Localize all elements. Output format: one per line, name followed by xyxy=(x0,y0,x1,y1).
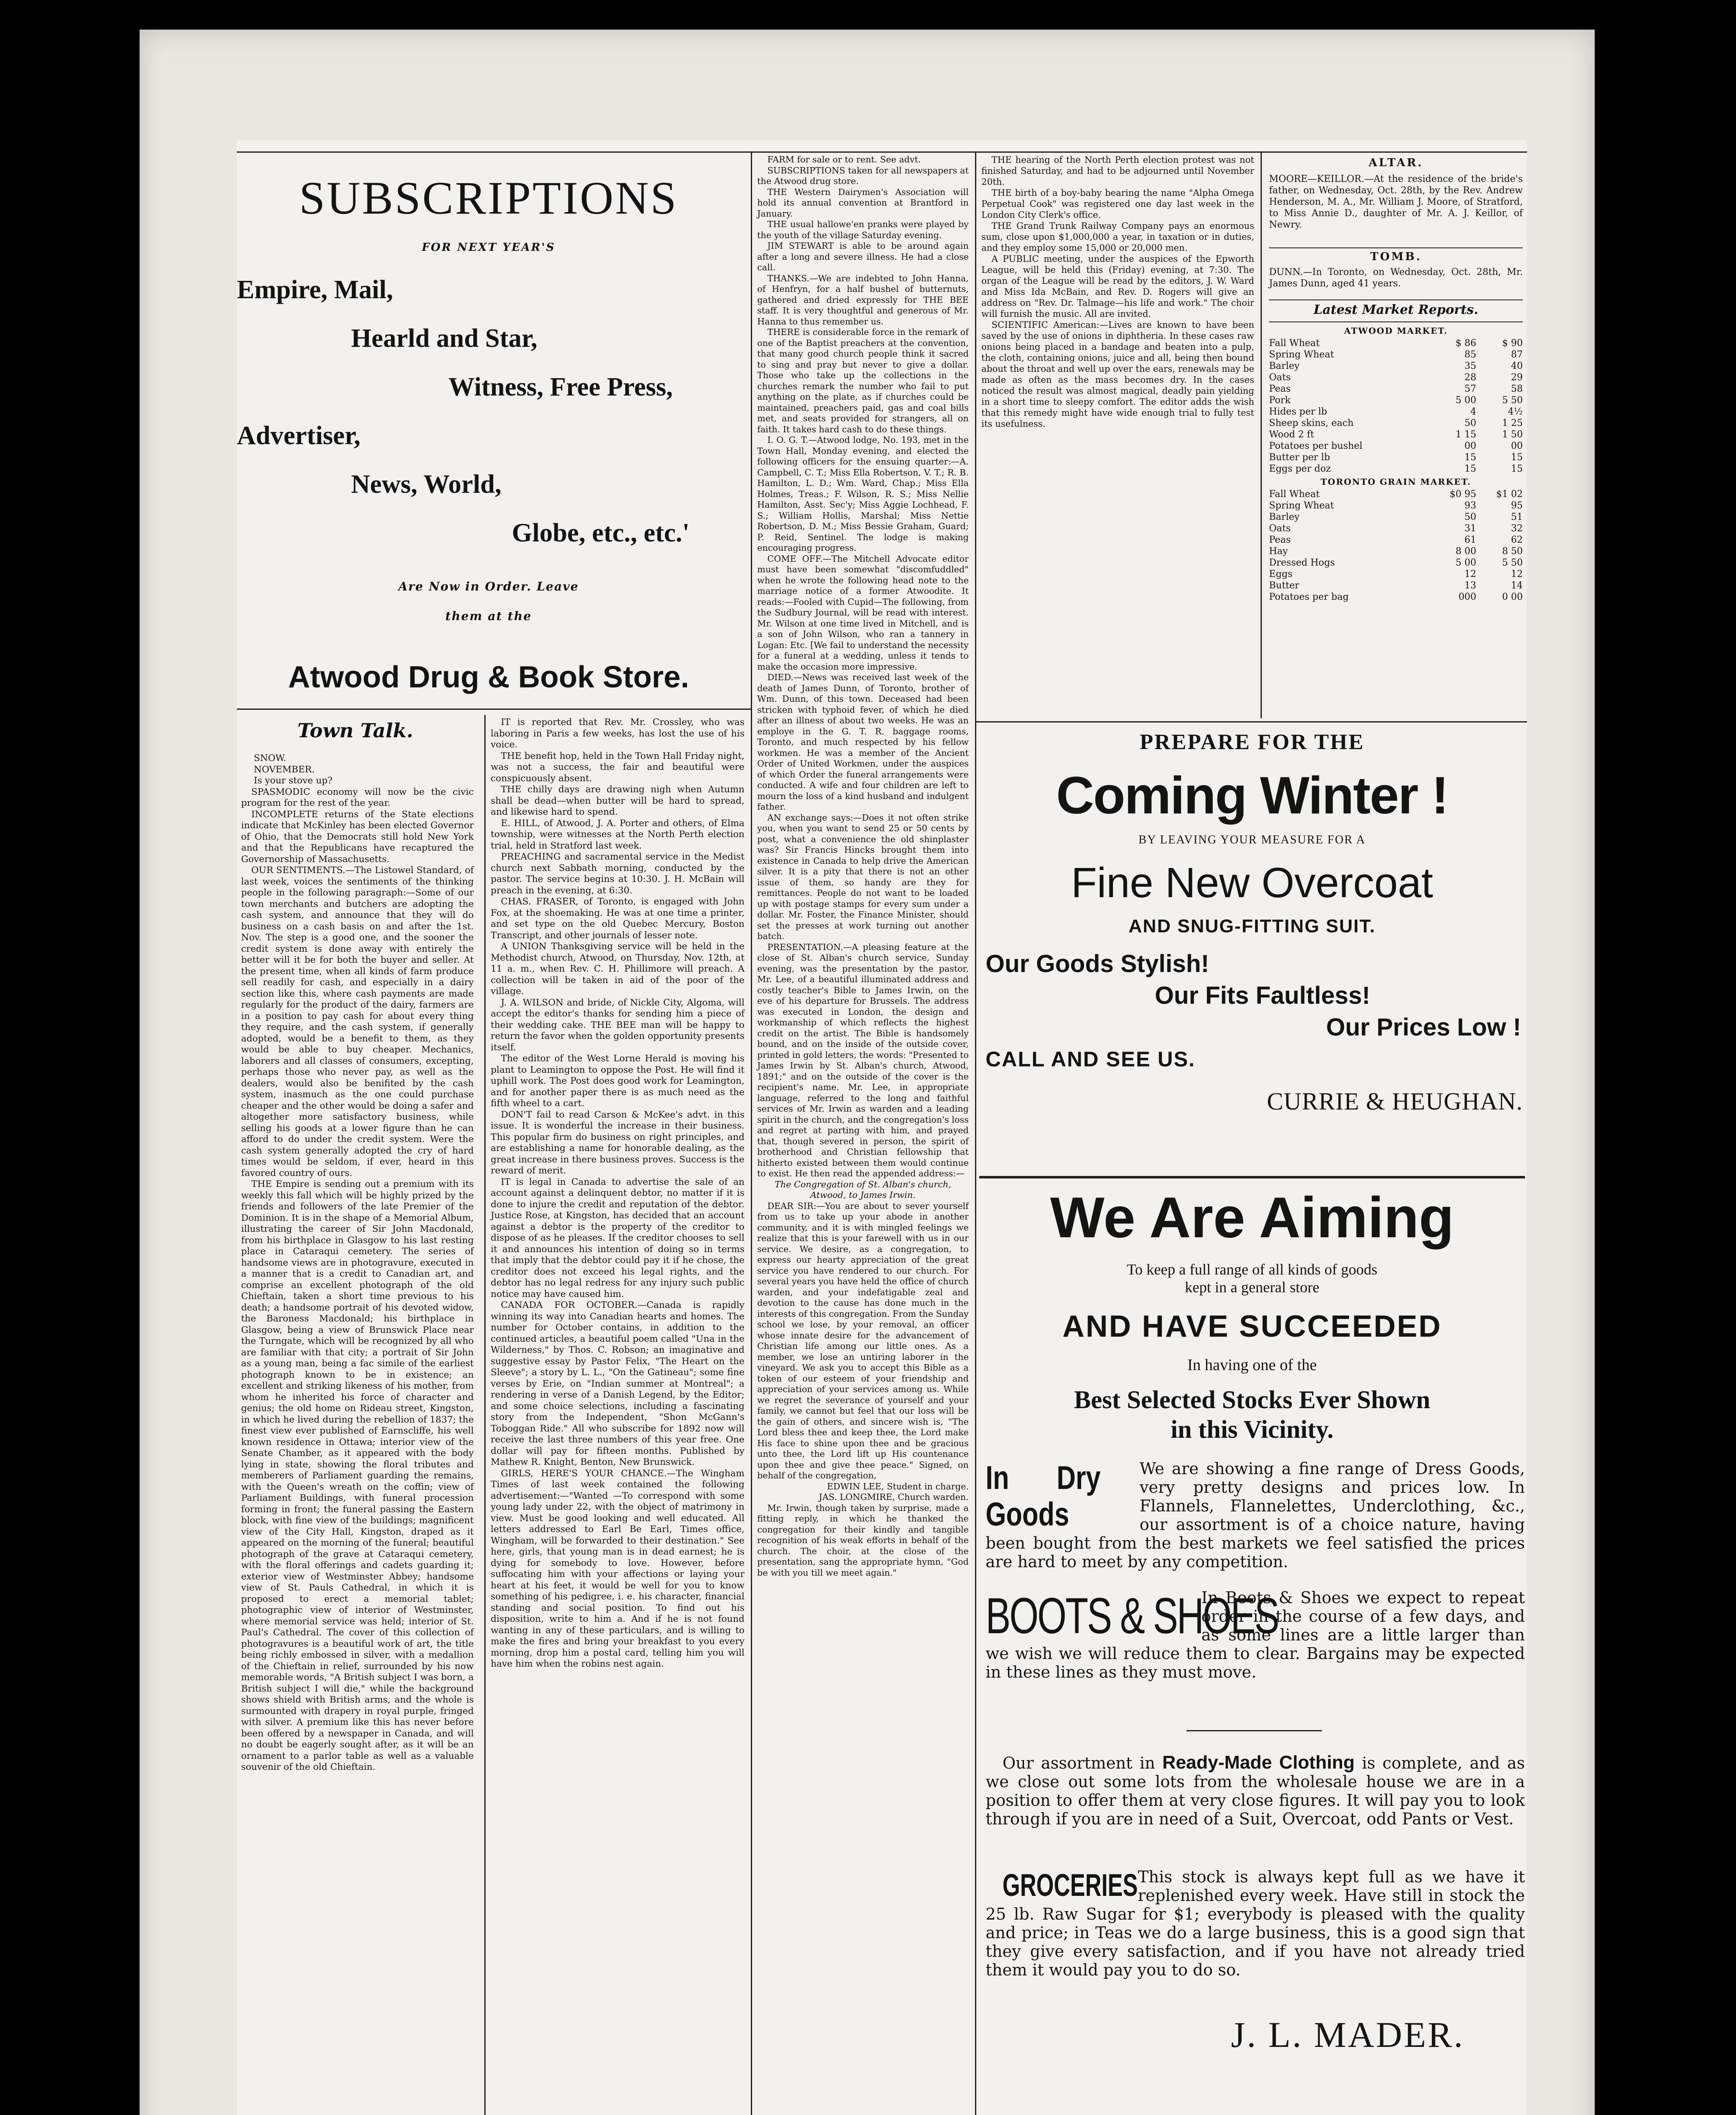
tomb-top-rule xyxy=(1269,247,1523,248)
news-item: THE Western Dairymen's Association will hold its annual convention at Brantford in January. xyxy=(757,187,969,219)
opening-line-3: Is your stove up? xyxy=(254,775,332,786)
news-item: PRESENTATION.—A pleasing feature at the close of St. Alban's church service, Sunday evening, was the presentation by the pastor, Mr. Lee, of a beautiful illuminated address and costly teacher's Bible to James Irwin, on the eve of his departure for Brussels. The address was executed in London, the design and workmanship of which reflects the highest credit on the artist. The Bible is handsomely bound, and on the inside of the outside cover, printed in gold letters, the words: "Presented to James Irwin by St. Alban's church, Atwood, 1891;" and on the outside of the cover is the recipient's name. Mr. Lee, in appropriate language, referred to the long and faithful services of Mr. Irwin as warden and a leading spirit in the church, and the congregation's loss and regret at parting with him, and prayed that, though severed in person, the spirit of brotherhood and Christian fellowship that hitherto existed between them would continue to exist. He then read the appended address:— xyxy=(757,942,969,1178)
news-item: GIRLS, HERE'S YOUR CHANCE.—The Wingham Times of last week contained the following advertisement:—"Wanted —To correspond with some young lady under 22, with the object of matrimony in view. Must be good looking and well educated. All letters addressed to Earl Be Earl, Times office, Wingham, will be forwarded to their destination." See here, girls, that young man is in dead earnest; he is dying for somebody to love. However, before suffocating him with your affections or laying your heart at his feet, it would be well for you to know something of his pedigree, i. e. his character, financial standing and social position. To find out his disposition, write to him a. And if he is not found wanting in any of these particulars, and is willing to make the fires and bring your breakfast to you every morning, drop him a postal card, telling him you will have him when the robins nest again. xyxy=(491,1468,744,1669)
dry-goods-text: We are showing a fine range of Dress Goods, very pretty designs and prices low. In Flannels, Flannelettes, Underclothing, &c., our assortment is of a choice nature, having been bought from the best markets we feel satisfied the prices are hard to meet by any competition. xyxy=(986,1459,1525,1571)
town-talk-heading: Town Talk. xyxy=(297,719,413,742)
currie-stylish: Our Goods Stylish! xyxy=(986,950,1209,978)
market-heading: Latest Market Reports. xyxy=(1313,302,1478,317)
rule-col4-col5 xyxy=(1261,151,1262,718)
news-item: CANADA FOR OCTOBER.—Canada is rapidly winning its way into Canadian hearts and homes. The number for October contains, in addition to the continued articles, a beautiful poem called "Una in the Wilderness," by Thos. C. Robson; an imaginative and suggestive essay by Pastor Felix, "The Heart on the Sleeve"; a story by L. L., "On the Gatineau"; some fine verses by Erie, on "Indian summer at Montreal"; a rendering in verse of a Danish Legend, by the Editor; and some choice selections, including a fascinating story from the Independent, "Shon McGann's Toboggan Ride." All who subscribe for 1892 now will receive the last three numbers of this year free. One dollar will pay for fifteen months. Published by Mathew R. Knight, Benton, New Brunswick. xyxy=(491,1300,744,1467)
news-item: AN exchange says:—Does it not often strike you, when you want to send 25 or 50 cents by post, what a convenience the old shinplaster was? Sir Francis Hincks brought them into existence in Canada to help drive the American silver. It is a pity that there is not an other issue of them, so handy are they for remittances. People do not want to be loaded up with postage stamps for every sum under a dollar. Mr. Foster, the Finance Minister, should set the presses at work turning out another batch. xyxy=(757,812,969,941)
news-item: The editor of the West Lorne Herald is moving his plant to Leamington to oppose the Post. He will find it uphill work. The Post does good work for Leamington, and for another paper there is as much need as the fifth wheel to a cart. xyxy=(491,1053,744,1109)
currie-fits: Our Fits Faultless! xyxy=(1155,982,1371,1009)
ready-made-pre: Our assortment in xyxy=(1003,1754,1155,1772)
news-item: JIM STEWART is able to be around again after a long and severe illness. He had a close call. xyxy=(757,241,969,272)
mader-having: In having one of the xyxy=(1187,1356,1317,1374)
news-item: INCOMPLETE returns of the State elections indicate that McKinley has been elected Governor of Ohio, that the Democrats still hold New York and that the Republicans have recaptured the Governorship of Massachusetts. xyxy=(241,809,474,865)
boots-divider xyxy=(1187,1730,1322,1731)
currie-prepare: PREPARE FOR THE xyxy=(1140,730,1365,754)
market-top-rule xyxy=(1269,299,1523,300)
paper-line-5: News, World, xyxy=(351,470,502,499)
ready-made-section xyxy=(986,1753,1525,1828)
atwood-market-heading: ATWOOD MARKET. xyxy=(1344,326,1448,336)
paper-line-2: Hearld and Star, xyxy=(351,324,538,353)
town-talk-col4 xyxy=(981,154,1254,429)
news-item: COME OFF.—The Mitchell Advocate editor must have been somewhat "discomfuddled" when he wrote the following head note to the marriage notice of a former Atwoodite. It reads:—Fooled with Cupid—The following, from the Sudbury Journal, will be read with interest. Mr. Wilson at one time lived in Mitchell, and is a son of John Wilson, who ran a tannery in Logan: Etc. [We fail to understand the necessity for a funeral at a wedding, unless it tends to make the occasion more impressive. xyxy=(757,553,969,672)
news-item: THE birth of a boy-baby bearing the name "Alpha Omega Perpetual Cook" was registered one day last week in the London City Clerk's office. xyxy=(981,188,1254,220)
news-item: PREACHING and sacramental service in the Medist church next Sabbath morning, conducted by the pastor. The service begins at 10:30. J. H. McBain will preach in the evening, at 6:30. xyxy=(491,851,744,896)
currie-call: CALL AND SEE US. xyxy=(986,1047,1195,1071)
dry-goods-heading: In Dry Goods xyxy=(986,1459,1101,1533)
mader-succeeded: AND HAVE SUCCEEDED xyxy=(1062,1310,1442,1343)
altar-entry: MOORE—KEILLOR.—At the residence of the bride's father, on Wednesday, Oct. 28th, by the Rev. Andrew Henderson, M. A., Mr. William J. Moore, of Stratford, to Miss Annie D., daughter of Mr. A. J. Keillor, of Newry. xyxy=(1269,174,1523,230)
town-talk-col1 xyxy=(241,753,474,1773)
toronto-market-heading: TORONTO GRAIN MARKET. xyxy=(1321,477,1471,487)
news-item: THE Empire is sending out a premium with its weekly this fall which will be highly prized by the friends and followers of the late Premier of the Dominion. It is in the shape of a Memorial Album, illustrating the career of Sir John Macdonald, from his birthplace in Glasgow to his last resting place in Cataraqui cemetery. The series of handsome views are in photogravure, executed in a manner that is a credit to Canadian art, and comprise an excellent photograph of the old Chieftain, taken a short time previous to his death; a handsome portrait of his devoted widow, the Baroness Macdonald; his birthplace in Glasgow, being a view of Brunswick Place near the Turngate, which will be recognized by all who are familiar with that city; a portrait of Sir John as a young man, being a fac simile of the earliest photograph known to be in existence; an excellent and striking likeness of his mother, from whom he inherited his force of character and genius; the old home on Rideau street, Kingston, in which he lived during the rebellion of 1837; the finest view ever published of Earnscliffe, his well known residence in Ottawa; interior view of the Senate Chamber, as it appeared with the body lying in state, showing the floral tributes and memberers of Parliament guarding the remains, with the Queen's wreath on the coffin; view of Parliament Buildings, with funeral procession forming in front; the funeral passing the Eastern block, with fine view of the buildings; magnificent view of the City Hall, Kingston, draped as it appeared on the morning of the funeral; beautiful photograph of the grave at Cataraqui cemetery, with the floral offerings and cadets guarding it; exterior view of Westminster Abbey; handsome view of St. Pauls Cathedral, in which it is proposed to erect a memorial tablet; photographic view of interior of Westminster, where memorial service was held; interior of St. Paul's Cathedral. The cover of this collection of photogravures is a beautiful work of art, the title being richly embossed in silver, with a medallion of the Chieftain in relief, surrounded by his now memorable words, "A British subject I was born, a British subject I will die," while the background shows shield with British arms, and the whole is surmounted with drapery in royal purple, fringed with silver. A premium like this has never before been offered by a newspaper in Canada, and will no doubt be eagerly sought after, as it will be an ornament to a parlor table as well as a valuable souvenir of the old Chieftain. xyxy=(241,1179,474,1772)
news-item: OUR SENTIMENTS.—The Listowel Standard, of last week, voices the sentiments of the thinking people in the following paragraph:—Some of our town merchants and butchers are adopting the cash system, and announce that they will do business on a cash basis on and after the 1st. Nov. The step is a good one, and the sooner the credit system is done away with entirely the better will it be for both the buyer and seller. At the present time, when all kinds of farm produce sell readily for cash, and especially in a dairy section like this, where cash payments are made regularly for the product of the dairy, farmers are in a position to pay cash for about every thing they require, and the cash system, if generally adopted, would be a benefit to them, as they would be able to buy cheaper. Mechanics, laborers and all classes of consumers, excepting, perhaps those who never pay, as well as the dealers, would also be benifited by the cash system, inasmuch as the one could purchase cheaper and the other would be doing a safer and altogether more satisfactory business, while selling his goods at a lower figure than he can afford to do under the credit system. Were the cash system generally adopted the cry of hard times would be seldom, if ever, heard in this favored country of ours. xyxy=(241,865,474,1178)
paper-line-6: Globe, etc., etc.' xyxy=(512,519,690,547)
news-item: SUBSCRIPTIONS taken for all newspapers at the Atwood drug store. xyxy=(757,165,969,186)
opening-line-2: NOVEMBER. xyxy=(254,764,315,775)
town-talk-col2 xyxy=(491,717,744,1670)
news-item: DEAR SIR:—You are about to sever yourself from us to take up your abode in another community, and it is with mingled feelings we realize that this is your farewell with us in our service. We desire, as a congregation, to express our hearty appreciation of the great service you have rendered to our church. For several years you have held the office of church warden, and your indefatigable zeal and devotion to the cause has done much in the interests of this congregation. From the Sunday school we lose, by your removal, an officer whose innate desire for the advancement of Christian life among our little ones. As a member, we lose an untiring laborer in the vineyard. We ask you to accept this Bible as a token of our esteem of your friendship and appreciation of your services among us. While we regret the severance of yourself and your family, we cannot but feel that our loss will be the gain of others, and sincere wish is, "The Lord bless thee and keep thee, the Lord make His face to shine upon thee and be gracious unto thee, the Lord lift up His countenance upon thee and give thee peace." Signed, on behalf of the congregation, xyxy=(757,1200,969,1480)
currie-ad-top-rule xyxy=(975,721,1527,722)
news-item: THE hearing of the North Perth election protest was not finished Saturday, and had to be adjourned until November 20th. xyxy=(981,155,1254,187)
currie-headline: Coming Winter ! xyxy=(1056,766,1448,825)
boots-section xyxy=(986,1588,1525,1681)
news-item: SPASMODIC economy will now be the civic program for the rest of the year. xyxy=(241,786,474,808)
news-item: FARM for sale or to rent. See advt. xyxy=(767,154,921,165)
news-item: THE benefit hop, held in the Town Hall Friday night, was not a success, the fair and beautiful were conspicuously absent. xyxy=(491,750,744,784)
mader-best-line1: Best Selected Stocks Ever Shown xyxy=(1074,1386,1431,1414)
subscriptions-bottom-rule xyxy=(237,709,751,710)
groceries-heading: GROCERIES xyxy=(1003,1868,1138,1903)
mader-keep: To keep a full range of all kinds of goods xyxy=(1126,1261,1378,1278)
currie-firm-name: CURRIE & HEUGHAN. xyxy=(1267,1088,1523,1115)
paper-line-4: Advertiser, xyxy=(237,421,361,450)
news-item: THE chilly days are drawing nigh when Autumn shall be dead—when butter will be hard to spread, and likewise hard to spend. xyxy=(491,784,744,817)
news-item: THE usual hallowe'en pranks were played by the youth of the village Saturday evening. xyxy=(757,219,969,240)
altar-heading: ALTAR. xyxy=(1368,157,1423,169)
rule-col2-col3 xyxy=(751,151,752,2115)
paper-line-3: Witness, Free Press, xyxy=(448,373,673,401)
news-item: Mr. Irwin, though taken by surprise, made a fitting reply, in which he thanked the congregation for their kindly and tangible recognition of his weak efforts in behalf of the church. The choir, at the close of the presentation, sang the appropriate hymn, "God be with you till we meet again." xyxy=(757,1502,969,1578)
mader-kept: kept in a general store xyxy=(1185,1279,1319,1296)
mader-headline: We Are Aiming xyxy=(1050,1185,1454,1250)
drug-store-name: Atwood Drug & Book Store. xyxy=(288,660,689,694)
currie-prices: Our Prices Low ! xyxy=(1326,1014,1521,1041)
town-talk-col3 xyxy=(757,154,969,1578)
news-item: J. A. WILSON and bride, of Nickle City, Algoma, will accept the editor's thanks for sending him a piece of their wedding cake. THE BEE man will be happy to return the favor when the golden opportunity presents itself. xyxy=(491,997,744,1053)
news-item: THERE is considerable force in the remark of one of the Baptist preachers at the convention, that many good church people think it sacred to sing and pray but never to give a dollar. Those who take up the collections in the churches remark the number who fail to put anything on the plate, as if churches could be maintained, preachers paid, gas and coal bills met, and seats provided for strangers, all on faith. It takes hard cash to do these things. xyxy=(757,327,969,434)
ready-made-bold: Ready-Made Clothing xyxy=(1162,1752,1355,1773)
currie-suit: AND SNUG-FITTING SUIT. xyxy=(1128,916,1376,937)
mader-signature: J. L. MADER. xyxy=(1231,2014,1465,2055)
tomb-heading: TOMB. xyxy=(1370,250,1422,263)
mader-best-line2: in this Vicinity. xyxy=(1170,1415,1334,1443)
ready-made-text: is complete, and as we close out some lots from the wholesale house we are in a position to offer them at very close figures. It will pay you to look through if you are in need of a Suit, Overcoat, odd Pants or Vest. xyxy=(986,1754,1525,1828)
opening-line-1: SNOW. xyxy=(254,753,286,764)
tomb-entry: DUNN.—In Toronto, on Wednesday, Oct. 28th, Mr. James Dunn, aged 41 years. xyxy=(1269,267,1523,289)
subscriptions-order-line1: Are Now in Order. Leave xyxy=(398,580,579,593)
news-item: IT is reported that Rev. Mr. Crossley, who was laboring in Paris a few weeks, has lost the use of his voice. xyxy=(491,717,744,750)
news-item: DON'T fail to read Carson & McKee's advt. in this issue. It is wonderful the increase in their business. This popular firm do business on right principles, and are establishing a name for honorable dealing, as the great increase in there business proves. Success is the reward of merit. xyxy=(491,1109,744,1176)
news-item: THANKS.—We are indebted to John Hanna, of Henfryn, for a half bushel of butternuts, gathered and dried expressly for THE BEE staff. It is very thoughtful and generous of Mr. Hanna to thus remember us. xyxy=(757,273,969,327)
currie-overcoat: Fine New Overcoat xyxy=(1071,859,1433,906)
subscriptions-subtitle: FOR NEXT YEAR'S xyxy=(422,241,555,254)
top-rule xyxy=(237,151,1527,153)
news-item: IT is legal in Canada to advertise the sale of an account against a delinquent debtor, no matter if it is done to injure the credit and reputation of the debtor. Justice Rose, at Kingston, has decided that an account against a debtor is the property of the creditor to dispose of as he pleases. If the creditor chooses to sell it and announces his intention of doing so in terms that imply that the debtor could pay it if he chose, the creditor does not exceed his legal rights, and the debtor has no legal redress for any injury such public notice may have caused him. xyxy=(491,1176,744,1299)
mader-ad-top-rule xyxy=(979,1176,1525,1178)
subscriptions-order-line2: them at the xyxy=(445,609,532,623)
news-item: E. HILL, of Atwood, J. A. Porter and others, of Elma township, were witnesses at the North Perth election trial, held in Stratford last week. xyxy=(491,818,744,851)
market-heading-rule xyxy=(1269,321,1523,322)
groceries-text: This stock is always kept full as we have it replenished every week. Have still in stock the 25 lb. Raw Sugar for $1; everybody is pleased with the quality and price; in Teas we do a large business, this is a good sign that they give every satisfaction, and if you have not already tried them it would pay you to do so. xyxy=(986,1868,1525,1979)
address-salutation: The Congregation of St. Alban's church, Atwood, to James Irwin. xyxy=(775,1179,951,1200)
rule-col1-col2 xyxy=(484,715,486,2115)
news-item: DIED.—News was received last week of the death of James Dunn, of Toronto, brother of Wm. Dunn, of this town. Deceased had been stricken with typhoid fever, of which he died after an illness of about two weeks. He was an employe in the G. T. R. baggage rooms, Toronto, and much respected by his fellow workmen. He was a member of the Ancient Order of United Workmen, under the auspices of which Order the funeral arrangements were conducted. A wife and four children are left to mourn the loss of a kind husband and indulgent father. xyxy=(757,672,969,812)
news-item: A PUBLIC meeting, under the auspices of the Epworth League, will be held this (Friday) evening, at 7:30. The organ of the League will be read by the editors, J. W. Ward and Miss Ida McBain, and Rev. D. Rogers will give an address on "Rev. Dr. Talmage—his life and work." The choir will furnish the music. All are invited. xyxy=(981,254,1254,319)
newspaper-page: SUBSCRIPTIONS FOR NEXT YEAR'S Empire, Mail, Hearld and Star, Witness, Free Press, Advertiser, News, World, Globe, etc., etc.' Are Now in Order. Leave them at the Atwood Drug & Book Store. Town Talk. SNOW. NOVEMBER. Is your stove up? SPASMODIC economy will now be the civic program for the rest of the year. INCOMPLETE returns of the State elections indicate that McKinley has been elected Governor of Ohio, that the Democrats still hold New York and that the Republicans have recaptured the Governorship of Massachusetts. OUR SENTIMENTS.—The Listowel Standard, of last week, voices the sentiments of the thinking people in the following paragraph:—Some of our town merchants and butchers are adopting the cash system, and announce that they will do business on a cash basis on and after the 1st. Nov. The step is a good one, and the sooner the credit system is done away with entirely the better will it be for both the buyer and seller. At the present time, when all kinds of farm produce sell readily for cash, and especially in a dairy section like this, where cash payments are made regularly for the product of the dairy, farmers are in a position to pay cash for about every thing they require, and the cash system, if generally adopted, would be a benefit to them, as they would be able to buy cheaper. Mechanics, laborers and all classes of consumers, excepting, perhaps those who never pay, as well as the dealers, would also be benifited by the cash system, inasmuch as the one could purchase cheaper and the other would be doing a safer and altogether more satisfactory business, while selling his goods at a lower figure than he can afford to do under the credit system. Were the cash system generally adopted the cry of hard times would be seldom, if ever, heard in this favored country of ours. THE Empire is sending out a premium with its weekly this fall which will be highly prized by the friends and followers of the late Premier of the Dominion. It is in the shape of a Memorial Album, illustrating the career of Sir John Macdonald, from his birthplace in Glasgow to his last resting place in Cataraqui cemetery. The series of handsome views are in photogravure, executed in a manner that is a credit to Canadian art, and comprise an excellent photograph of the old Chieftain, taken a short time previous to his death; a handsome portrait of his devoted widow, the Baroness Macdonald; his birthplace in Glasgow, being a view of Brunswick Place near the Turngate, which will be recognized by all who are familiar with that city; a portrait of Sir John as a young man, being a fac simile of the earliest photograph known to be in existence; an excellent and striking likeness of his mother, from whom he inherited his force of character and genius; the old home on Rideau street, Kingston, in which he lived during the rebellion of 1837; the finest view ever published of Earnscliffe, his well known residence in Ottawa; interior view of the Senate Chamber, as it appeared with the body lying in state, showing the floral tributes and memberers of Parliament guarding the remains, with the Queen's wreath on the coffin; view of Parliament Buildings, with funeral procession forming in front; the funeral passing the Eastern block, with fine view of the buildings; magnificent view of the City Hall, Kingston, draped as it appeared on the morning of the funeral; beautiful photograph of the grave at Cataraqui cemetery, with the floral offerings and cadets guarding it; exterior view of Westminster Abbey; handsome view of St. Pauls Cathedral, in which it is proposed to erect a memorial tablet; photographic view of interior of Westminster, where memorial service was held; interior of St. Paul's Cathedral. The cover of this collection of photogravures is a beautiful work of art, the title being richly embossed in silver, with a medallion of the Chieftain in relief, surrounded by his now memorable words, "A British subject I was born, a British subject I will die," while the background shows shield with British arms, and the whole is surmounted with drapery in royal purple, fringed with silver. A premium like this has never before been offered by a newspaper in Canada, and will no doubt be eagerly sought after, as it will be an ornament to a parlor table as well as a valuable souvenir of the old Chieftain. IT is reported that Rev. Mr. Crossley, who was laboring in Paris a few weeks, has lost the use of his voice. THE benefit hop, held in the Town Hall Friday night, was not a success, the fair and beautiful were conspicuously absent. THE chilly days are drawing nigh when Autumn shall be dead—when butter will be hard to spread, and likewise hard to spend. E. HILL, of Atwood, J. A. Porter and others, of Elma township, were witnesses at the North Perth election trial, held in Stratford last week. PREACHING and sacramental service in the Medist church next Sabbath morning, conducted by the pastor. The service begins at 10:30. J. H. McBain will preach in the evening, at 6:30. CHAS. FRASER, of Toronto, is engaged with John Fox, at the shoemaking. He was at one time a printer, and set type on the old Quebec Mercury, Boston Transcript, and other journals of lesser note. A UNION Thanksgiving service will be held in the Methodist church, Atwood, on Thursday, Nov. 12th, at 11 a. m., when Rev. C. H. Phillimore will preach. A collection will be taken in aid of the poor of the village. J. A. WILSON and bride, of Nickle City, Algoma, will accept the editor's thanks for sending him a piece of their wedding cake. THE BEE man will be happy to return the favor when the golden opportunity presents itself. The editor of the West Lorne Herald is moving his plant to Leamington to oppose the Post. He will find it uphill work. The Post does good work for Leamington, and for another paper there is as much need as the fifth wheel to a cart. DON'T fail to read Carson & McKee's advt. in this issue. It is wonderful the increase in their business. This popular firm do business on right principles, and are establishing a name for honorable dealing, as the great increase in there business proves. Success is the reward of merit. IT is legal in Canada to advertise the sale of an account against a delinquent debtor, no matter if it is done to injure the credit and reputation of the debtor. Justice Rose, at Kingston, has decided that an account against a debtor is the property of the creditor to dispose of as he pleases. If the creditor chooses to sell it and announces his intention of doing so in terms that imply that the debtor could pay it if he chose, the creditor does not exceed his legal rights, and the debtor has no legal redress for any injury such public notice may have caused him. CANADA FOR OCTOBER.—Canada is rapidly winning its way into Canadian hearts and homes. The number for October contains, in addition to the continued articles, a beautiful poem called "Una in the Wilderness," by Thos. C. Robson; an imaginative and suggestive essay by Pastor Felix, "The Heart on the Sleeve"; a story by L. L., "On the Gatineau"; some fine verses by Erie, on "Indian summer at Montreal"; a rendering in verse of a Danish Legend, by the Editor; and some choice selections, including a fascinating story from the Independent, "Shon McGann's Toboggan Ride." All who subscribe for 1892 now will receive the last three numbers of this year free. One dollar will pay for fifteen months. Published by Mathew R. Knight, Benton, New Brunswick. GIRLS, HERE'S YOUR CHANCE.—The Wingham Times of last week contained the following advertisement:—"Wanted —To correspond with some young lady under 22, with the object of matrimony in view. Must be good looking and well educated. All letters addressed to Earl Be Earl, Times office, Wingham, will be forwarded to their destination." See here, girls, that young man is in dead earnest; he is dying for somebody to love. However, before suffocating him with your affections or laying your heart at his feet, it would be well for you to know something of his pedigree, i. e. his character, financial standing and social position. To find out his disposition, write to him a. And if he is not found wanting in any of these particulars, and is willing to make the fires and bring your breakfast to you every morning, drop him a postal card, telling him you will have him when the robins nest again. FARM for sale or to rent. See advt. SUBSCRIPTIONS taken for all newspapers at the Atwood drug store. THE Western Dairymen's Association will hold its annual convention at Brantford in January. THE usual hallowe'en pranks were played by the youth of the village Saturday evening. JIM STEWART is able to be around again after a long and severe illness. He had a close call. THANKS.—We are indebted to John Hanna, of Henfryn, for a half bushel of butternuts, gathered and dried expressly for THE BEE staff. It is very thoughtful and generous of Mr. Hanna to thus remember us. THERE is considerable force in the remark of one of the Baptist preachers at the convention, that many good church people think it sacred to sing and pray but never to give a dollar. Those who take up the collections in the churches remark the number who fail to put anything on the plate, as if churches could be maintained, preachers paid, gas and coal bills met, and seats provided for strangers, all on faith. It takes hard cash to do these things. I. O. G. T.—Atwood lodge, No. 193, met in the Town Hall, Monday evening, and elected the following officers for the ensuing quarter:—A. Campbell, C. T.; Miss Ella Robertson, V. T.; R. B. Hamilton, L. D.; Wm. Ward, Chap.; Miss Ella Holmes, Treas.; F. Wilson, R. S.; Miss Nellie Hamilton, Asst. Sec'y; Miss Aggie Lochhead, F. S.; William Hollis, Marshal; Miss Nettie Robertson, D. M.; Miss Bessie Graham, Guard; P. Reid, Sentinel. The lodge is making encouraging progress. COME OFF.—The Mitchell Advocate editor must have been somewhat "discomfuddled" when he wrote the following head note to the marriage notice of a former Atwoodite. It reads:—Fooled with Cupid—The following, from the Sudbury Journal, will be read with interest. Mr. Wilson at one time lived in Mitchell, and is a son of John Wilson, who ran a tannery in Logan: Etc. [We fail to understand the necessity for a funeral at a wedding, unless it tends to make the occasion more impressive. DIED.—News was received last week of the death of James Dunn, of Toronto, brother of Wm. Dunn, of this town. Deceased had been stricken with typhoid fever, of which he died after an illness of about two weeks. He was an employe in the G. T. R. baggage rooms, Toronto, and much respected by his fellow workmen. He was a member of the Ancient Order of United Workmen, under the auspices of which Order the funeral arrangements were conducted. A wife and four children are left to mourn the loss of a kind husband and indulgent father. AN exchange says:—Does it not often strike you, when you want to send 25 or 50 cents by post, what a convenience the old shinplaster was? Sir Francis Hincks brought them into existence in Canada to help drive the American silver. It is a pity that there is not an other issue of them, so handy are they for remittances. People do not want to be loaded up with postage stamps for every sum under a dollar. Mr. Foster, the Finance Minister, should set the presses at work turning out another batch. PRESENTATION.—A pleasing feature at the close of St. Alban's church service, Sunday evening, was the presentation by the pastor, Mr. Lee, of a beautiful illuminated address and costly teacher's Bible to James Irwin, on the eve of his departure for Brussels. The address was executed in London, the design and workmanship of which reflects the highest credit on the artist. The Bible is handsomely bound, and on the inside of the outside cover, printed in gold letters, the words: "Presented to James Irwin by St. Alban's church, Atwood, 1891;" and on the outside of the cover is the recipient's name. Mr. Lee, in appropriate language, referred to the long and faithful services of Mr. Irwin as warden and a leading spirit in the church, and the congregation's loss and regret at parting with him, and prayed that, though severed in person, the spirit of brotherhood and Christian fellowship that hitherto existed between them would continue to exist. He then read the appended address:— The Congregation of St. Alban's church, Atwood, to James Irwin. DEAR SIR:—You are about to sever yourself from us to take up your abode in another community, and it is with mingled feelings we realize that this is your farewell with us in our service. We desire, as a congregation, to express our hearty appreciation of the great service you have rendered to our church. For several years you have held the office of church warden, and your indefatigable zeal and devotion to the cause has done much in the interests of this congregation. From the Sunday school we lose, by your removal, an officer whose innate desire for the advancement of Christian life among our little ones. As a member, we lose an untiring laborer in the vineyard. We ask you to accept this Bible as a token of our esteem of your friendship and appreciation of your services among us. While we regret the severance of yourself and your family, we cannot but feel that our loss will be the gain of others, and sincere wish is, "The Lord bless thee and keep thee, the Lord make His face to shine upon thee and be gracious unto thee, the Lord lift up His countenance upon thee and give thee peace." Signed, on behalf of the congregation, EDWIN LEE, Student in charge. JAS. LONGMIRE, Church warden. Mr. Irwin, though taken by surprise, made a fitting reply, in which he thanked the congregation for their kindly and tangible recognition of his weak efforts in behalf of the church. The choir, at the close of the presentation, sang the appropriate hymn, "God be with you till we meet again." THE hearing of the North Perth election protest was not finished Saturday, and had to be adjourned until November 20th. THE birth of a boy-baby bearing the name "Alpha Omega Perpetual Cook" was registered one day last week in the London City Clerk's office. THE Grand Trunk Railway Company pays an enormous sum, close upon $1,000,000 a year, in taxation or in duties, and they employ some 15,000 or 20,000 men. A PUBLIC meeting, under the auspices of the Epworth League, will be held this (Friday) evening, at 7:30. The organ of the League will be read by the editors, J. W. Ward and Miss Ida McBain, and Rev. D. Rogers will give an address on "Rev. Dr. Talmage—his life and work." The choir will furnish the music. All are invited. SCIENTIFIC American:—Lives are known to have been saved by the use of onions in diphtheria. In these cases raw onions being placed in a bandage and beaten into a pulp, the cloth, containing onions, juice and all, being then bound about the throat and well up over the ears, renewals may be made as often as the mass becomes dry. In the cases noticed the result was almost magical, deadly pain yielding in a short time to sleepy comfort. The editor adds the wish that this remedy might have wide enough trial to fully test its usefulness. ALTAR. MOORE—KEILLOR.—At the residence of the bride's father, on Wednesday, Oct. 28th, by the Rev. Andrew Henderson, M. A., Mr. William J. Moore, of Stratford, to Miss Annie D., daughter of Mr. A. J. Keillor, of Newry. TOMB. DUNN.—In Toronto, on Wednesday, Oct. 28th, Mr. James Dunn, aged 41 years. Latest Market Reports. ATWOOD MARKET. Fall Wheat $ 86 $ 90 Spring Wheat 85 87 Barley 35 40 Oats 28 29 Peas 57 58 Pork 5 00 5 50 Hides per lb 4 4½ Sheep skins, each 50 1 25 Wood 2 ft 1 15 1 50 Potatoes per bushel 00 00 Butter per lb 15 15 Eggs per doz 15 15 TORONTO GRAIN MARKET. Fall Wheat $0 95 $1 02 Spring Wheat 93 95 Barley 50 51 Oats 31 32 Peas 61 62 Hay 8 00 8 50 Dressed Hogs 5 00 5 50 Eggs 12 12 Butter 13 14 Potatoes per bag 000 0 00 PREPARE FOR THE Coming Winter ! BY LEAVING YOUR MEASURE FOR A Fine New Overcoat AND SNUG-FITTING SUIT. Our Goods Stylish! Our Fits Faultless! Our Prices Low ! CALL AND SEE US. CURRIE & HEUGHAN. We Are Aiming To keep a full range of all kinds of goods kept in a general store AND HAVE SUCCEEDED In having one of the Best Selected Stocks Ever Shown in this Vicinity. In Dry Goods We are showing a fine range of Dress Goods, very pretty designs and prices low. In Flannels, Flannelettes, Underclothing, &c., our assortment is of a choice nature, having been bought from the best markets we feel satisfied the prices are hard to meet by any competition. BOOTS & SHOES In Boots & Shoes we expect to repeat order in the course of a few days, and as some lines are a little larger than we wish we will reduce them to clear. Bargains may be expected in these lines as they must move. Our assortment in Ready-Made Clothing is complete, and as we close out some lots from the wholesale house we are in a position to offer them at very close figures. It will pay you to look through if you are in need of a Suit, Overcoat, odd Pants or Vest. GROCERIES This stock is always kept full as we have it replenished every week. Have still in stock the 25 lb. Raw Sugar for $1; everybody is pleased with the quality and price; in Teas we do a large business, this is a good sign that they give every satisfaction, and if you have not already tried them it would pay you to do so. J. L. MADER. xyxy=(237,140,1527,2115)
rule-col3-col4 xyxy=(975,151,976,2115)
currie-by-leaving: BY LEAVING YOUR MEASURE FOR A xyxy=(1138,833,1366,846)
subscriptions-title: SUBSCRIPTIONS xyxy=(299,172,678,224)
boots-text: In Boots & Shoes we expect to repeat order in the course of a few days, and as some lines are a little larger than we wish we will reduce them to clear. Bargains may be expected in these lines as they must move. xyxy=(986,1588,1525,1681)
news-item: SCIENTIFIC American:—Lives are known to have been saved by the use of onions in diphtheria. In these cases raw onions being placed in a bandage and beaten into a pulp, the cloth, containing onions, juice and all, being then bound about the throat and well up over the ears, renewals may be made as often as the mass becomes dry. In the cases noticed the result was almost magical, deadly pain yielding in a short time to sleepy comfort. The editor adds the wish that this remedy might have wide enough trial to fully test its usefulness. xyxy=(981,320,1254,429)
paper-line-1: Empire, Mail, xyxy=(237,275,393,304)
groceries-section xyxy=(986,1868,1525,1979)
news-item: CHAS. FRASER, of Toronto, is engaged with John Fox, at the shoemaking. He was at one time a printer, and set type on the old Quebec Mercury, Boston Transcript, and other journals of lesser note. xyxy=(491,896,744,941)
boots-heading: BOOTS & SHOES xyxy=(986,1588,1278,1644)
news-item: THE Grand Trunk Railway Company pays an enormous sum, close upon $1,000,000 a year, in taxation or in duties, and they employ some 15,000 or 20,000 men. xyxy=(981,221,1254,253)
news-item: A UNION Thanksgiving service will be held in the Methodist church, Atwood, on Thursday, Nov. 12th, at 11 a. m., when Rev. C. H. Phillimore will preach. A collection will be taken in aid of the poor of the village. xyxy=(491,941,744,997)
dry-goods-section xyxy=(986,1459,1525,1571)
news-item: I. O. G. T.—Atwood lodge, No. 193, met in the Town Hall, Monday evening, and elected the following officers for the ensuing quarter:—A. Campbell, C. T.; Miss Ella Robertson, V. T.; R. B. Hamilton, L. D.; Wm. Ward, Chap.; Miss Ella Holmes, Treas.; F. Wilson, R. S.; Miss Nellie Hamilton, Asst. Sec'y; Miss Aggie Lochhead, F. S.; William Hollis, Marshal; Miss Nettie Robertson, D. M.; Miss Bessie Graham, Guard; P. Reid, Sentinel. The lodge is making encouraging progress. xyxy=(757,435,969,553)
signature-line: JAS. LONGMIRE, Church warden. xyxy=(819,1492,969,1502)
signature-line: EDWIN LEE, Student in charge. xyxy=(827,1481,969,1491)
